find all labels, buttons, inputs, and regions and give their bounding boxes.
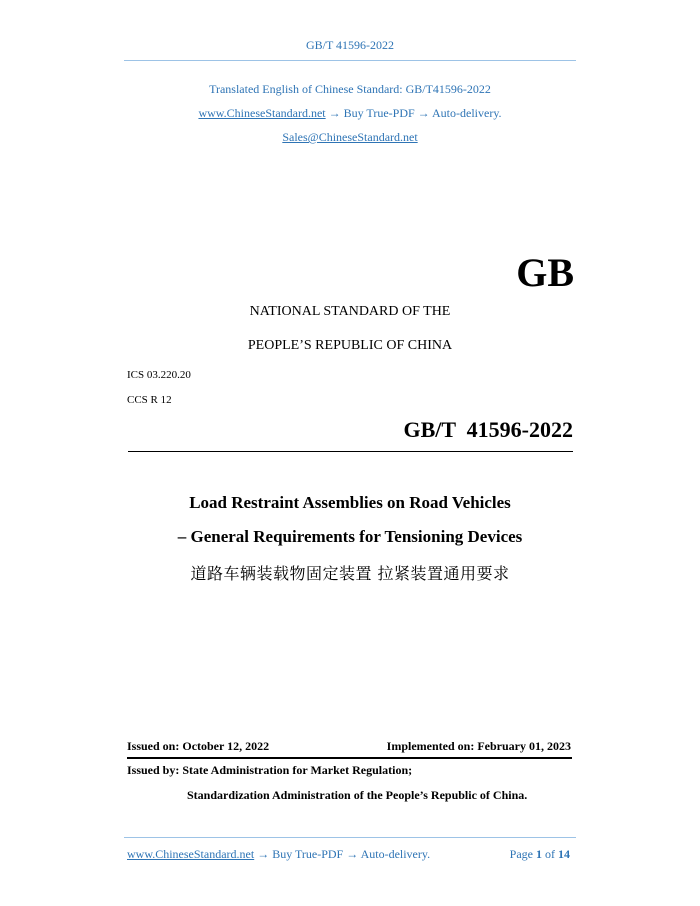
- footer-site-link[interactable]: www.ChineseStandard.net: [127, 847, 255, 861]
- implemented-on-date: Implemented on: February 01, 2023: [386, 739, 571, 753]
- buy-text: → Buy True-PDF → Auto-delivery.: [325, 106, 502, 120]
- ccs-code: CCS R 12: [127, 394, 172, 406]
- page-total: 14: [558, 847, 570, 861]
- title-chinese: 道路车辆装载物固定装置 拉紧装置通用要求: [190, 564, 510, 583]
- page-of: of: [545, 847, 555, 861]
- issue-divider: [127, 757, 572, 759]
- page-current: 1: [536, 847, 542, 861]
- issued-by-line-1: Issued by: State Administration for Market Regulation;: [127, 763, 413, 777]
- site-link[interactable]: www.ChineseStandard.net: [198, 106, 326, 120]
- issued-on-date: Issued on: October 12, 2022: [127, 739, 270, 753]
- page-indicator: [510, 847, 570, 862]
- ics-code: ICS 03.220.20: [127, 369, 191, 381]
- title-line-1: Load Restraint Assemblies on Road Vehicles: [189, 493, 511, 512]
- standard-number: GB/T 41596-2022: [403, 417, 573, 442]
- national-standard-line-2: PEOPLE’S REPUBLIC OF CHINA: [247, 338, 453, 353]
- sales-email-link[interactable]: Sales@ChineseStandard.net: [282, 130, 418, 144]
- standard-number-divider: [128, 451, 573, 452]
- title-line-2: – General Requirements for Tensioning Devices: [177, 527, 523, 546]
- buy-line: [0, 106, 700, 121]
- national-standard-line-1: NATIONAL STANDARD OF THE: [249, 304, 451, 319]
- sales-line: [0, 130, 700, 145]
- footer-buy-text: → Buy True-PDF → Auto-delivery.: [254, 847, 431, 861]
- page-label: Page: [509, 847, 533, 861]
- header-divider: [124, 60, 576, 61]
- issued-by-line-2: Standardization Administration of the People’s Republic of China.: [187, 788, 528, 802]
- header-standard-code: GB/T 41596-2022: [305, 38, 395, 52]
- gb-logo: GB: [516, 250, 574, 295]
- footer-buy-line: [127, 847, 430, 862]
- footer-divider: [124, 837, 576, 838]
- translated-notice: Translated English of Chinese Standard: GB/T41596-2022: [209, 82, 491, 96]
